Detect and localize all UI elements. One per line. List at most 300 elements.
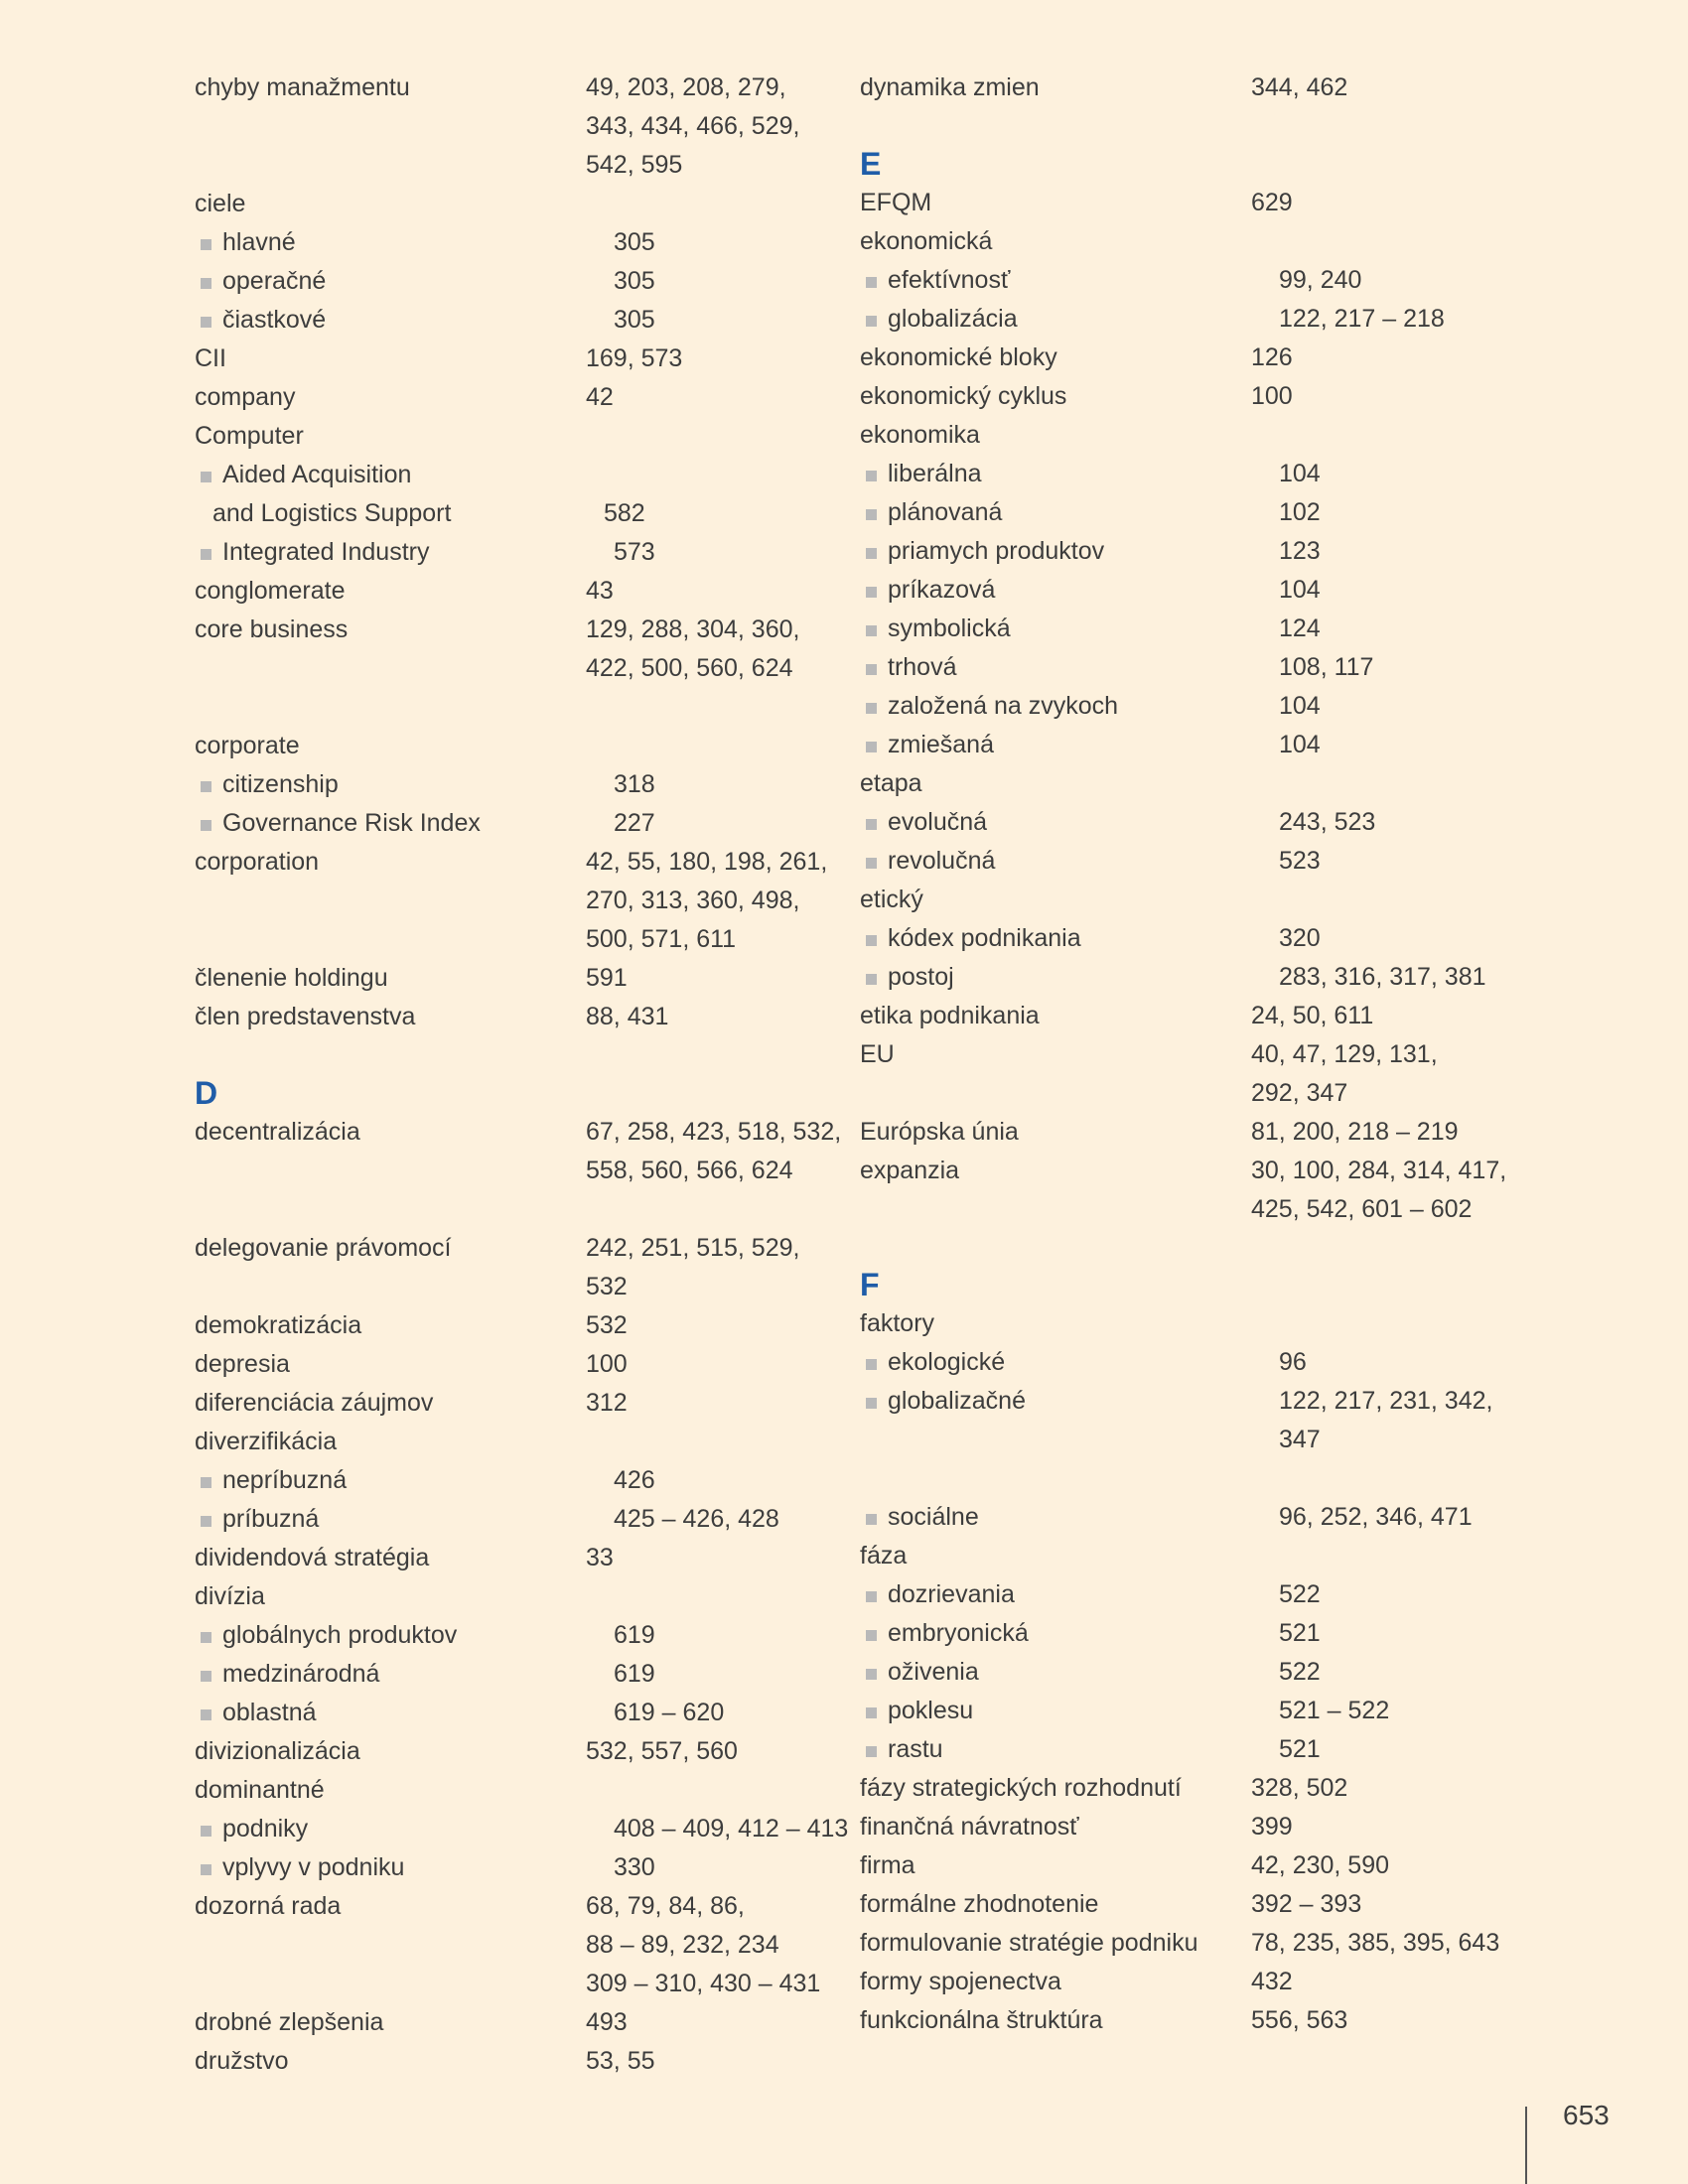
index-pages (1251, 1769, 1495, 1808)
index-pages (614, 804, 830, 843)
index-pages (586, 1577, 830, 1616)
index-term: poklesu (860, 1692, 1279, 1730)
index-entry (195, 1113, 842, 1190)
index-term: embryonická (860, 1614, 1279, 1653)
index-entry (860, 1152, 1507, 1229)
index-pages (586, 1539, 830, 1577)
index-entry (195, 727, 830, 765)
page-reference-line: 556, 563 (1251, 2006, 1348, 2034)
page-reference-line: 99, 240 (1279, 266, 1362, 294)
index-pages (586, 611, 830, 688)
index-pages (586, 727, 830, 765)
page-number: 653 (1563, 2100, 1610, 2130)
index-pages (586, 572, 830, 611)
index-subentry (195, 1655, 830, 1694)
index-pages (586, 1887, 830, 2003)
index-term: príkazová (860, 571, 1279, 610)
page-reference-line: 43 (586, 577, 614, 605)
index-subentry (860, 261, 1495, 300)
index-term: ekonomika (860, 421, 980, 449)
index-term: globalizácia (860, 300, 1279, 339)
index-column-left (195, 68, 849, 2081)
page-reference-line: 522 (1279, 1580, 1321, 1608)
index-term: depresia (195, 1350, 290, 1378)
index-entry (860, 1035, 1495, 1113)
index-term: družstvo (195, 2047, 289, 2075)
page-reference-line: 96, 252, 346, 471 (1279, 1503, 1473, 1531)
index-entry (195, 843, 830, 959)
index-pages (586, 340, 830, 378)
index-term: ekonomický cyklus (860, 382, 1067, 410)
index-pages (1279, 1653, 1495, 1692)
index-pages (1279, 1343, 1495, 1382)
index-entry (195, 2003, 830, 2042)
page-reference-line: 33 (586, 1544, 614, 1571)
index-term: príbuzná (195, 1500, 614, 1539)
index-entry (195, 1423, 830, 1461)
index-pages (1251, 1924, 1499, 1963)
index-term: kódex podnikania (860, 919, 1279, 958)
index-pages (1251, 881, 1495, 919)
page-reference-line: 493 (586, 2008, 628, 2036)
index-pages (586, 378, 830, 417)
index-term: CII (195, 344, 226, 372)
index-pages (1279, 958, 1495, 997)
index-pages (586, 2042, 830, 2081)
index-pages (586, 1229, 830, 1306)
index-pages (586, 1732, 830, 1771)
index-term: and Logistics Support (212, 499, 452, 527)
page-reference-line: 30, 100, 284, 314, 417, (1251, 1157, 1507, 1184)
index-term: divízia (195, 1582, 265, 1610)
index-pages (586, 843, 830, 959)
index-entry (195, 1306, 830, 1345)
page-reference-line: 24, 50, 611 (1251, 1002, 1374, 1029)
page-reference-line: 283, 316, 317, 381 (1279, 963, 1486, 991)
index-term: dominantné (195, 1776, 325, 1804)
page-reference-line: 67, 258, 423, 518, 532, (586, 1118, 842, 1146)
index-term: členenie holdingu (195, 964, 388, 992)
index-pages (1279, 455, 1495, 493)
page-reference-line: 521 – 522 (1279, 1697, 1390, 1724)
index-subentry (860, 958, 1495, 997)
index-entry (195, 1345, 830, 1384)
index-entry (860, 1537, 1495, 1575)
page-reference-line: 108, 117 (1279, 653, 1374, 681)
index-pages (614, 1848, 830, 1887)
index-subentry (860, 1653, 1495, 1692)
index-pages (1251, 184, 1495, 222)
page-reference-line: 542, 595 (586, 151, 683, 179)
index-subentry (195, 494, 830, 533)
index-pages (604, 494, 830, 533)
index-pages (586, 1423, 830, 1461)
index-subentry (860, 803, 1495, 842)
index-term: liberálna (860, 455, 1279, 493)
index-entry (860, 881, 1495, 919)
index-term: globalizačné (860, 1382, 1279, 1459)
index-pages (1279, 1692, 1495, 1730)
page-reference-line: 124 (1279, 614, 1321, 642)
index-subentry (195, 1616, 830, 1655)
page-reference-line: 330 (614, 1853, 655, 1881)
index-term: dynamika zmien (860, 73, 1040, 101)
index-term: člen predstavenstva (195, 1003, 416, 1030)
index-subentry (860, 1382, 1495, 1459)
page-reference-line: 88 – 89, 232, 234 (586, 1931, 779, 1959)
index-pages (586, 417, 830, 456)
index-entry (195, 378, 830, 417)
page-reference-line: 425 – 426, 428 (614, 1505, 779, 1533)
index-term: zmiešaná (860, 726, 1279, 764)
page-reference-line: 42 (586, 383, 614, 411)
page-reference-line: 523 (1279, 847, 1321, 875)
index-pages (1251, 68, 1495, 107)
index-entry (860, 1808, 1495, 1846)
page-reference-line: 42, 55, 180, 198, 261, (586, 848, 828, 876)
index-entry (195, 959, 830, 998)
index-entry (195, 572, 830, 611)
index-pages (614, 1616, 830, 1655)
page-reference-line: 399 (1251, 1813, 1293, 1841)
index-subentry (195, 1848, 830, 1887)
index-pages (614, 301, 830, 340)
index-entry (195, 68, 830, 185)
index-subentry (860, 300, 1495, 339)
index-pages (1279, 571, 1495, 610)
index-pages (1279, 1382, 1495, 1459)
index-term: formy spojenectva (860, 1968, 1061, 1995)
index-pages (1279, 493, 1495, 532)
index-entry (195, 1887, 830, 2003)
index-subentry (860, 726, 1495, 764)
index-subentry (860, 571, 1495, 610)
page-reference-line: 81, 200, 218 – 219 (1251, 1118, 1459, 1146)
page-reference-line: 344, 462 (1251, 73, 1348, 101)
index-pages (1279, 300, 1495, 339)
page-reference-line: 318 (614, 770, 655, 798)
page-reference-line: 104 (1279, 731, 1321, 758)
page-reference-line: 243, 523 (1279, 808, 1376, 836)
index-pages (1251, 416, 1495, 455)
page-reference-line: 309 – 310, 430 – 431 (586, 1970, 821, 1997)
index-subentry (195, 1694, 830, 1732)
index-entry (860, 1304, 1495, 1343)
page-reference-line: 619 (614, 1621, 655, 1649)
index-entry (860, 222, 1495, 261)
index-term: vplyvy v podniku (195, 1848, 614, 1887)
index-pages (586, 68, 830, 185)
index-pages (1279, 687, 1495, 726)
index-subentry (860, 610, 1495, 648)
index-pages (586, 185, 830, 223)
index-subentry (195, 765, 830, 804)
index-entry (860, 2001, 1495, 2040)
index-term: Computer (195, 422, 304, 450)
index-pages (1279, 842, 1495, 881)
page-reference-line: 591 (586, 964, 628, 992)
index-entry (195, 1577, 830, 1616)
index-term: operačné (195, 262, 614, 301)
index-pages (1279, 726, 1495, 764)
index-term: diverzifikácia (195, 1428, 338, 1455)
index-subentry (195, 301, 830, 340)
index-term: založená na zvykoch (860, 687, 1279, 726)
index-term: decentralizácia (195, 1118, 360, 1146)
page-reference-line: 40, 47, 129, 131, (1251, 1040, 1438, 1068)
page-reference-line: 102 (1279, 498, 1321, 526)
index-subentry (860, 1498, 1495, 1537)
index-subentry (195, 223, 830, 262)
page-reference-line: 68, 79, 84, 86, (586, 1892, 745, 1920)
index-entry (860, 1846, 1495, 1885)
index-pages (1251, 1808, 1495, 1846)
page-reference-line: 227 (614, 809, 655, 837)
index-pages (1279, 261, 1495, 300)
index-term: corporate (195, 732, 300, 759)
section-letter-e: E (860, 146, 882, 182)
page-reference-line: 320 (1279, 924, 1321, 952)
index-pages (586, 1345, 830, 1384)
index-pages (614, 533, 830, 572)
index-term: conglomerate (195, 577, 346, 605)
index-pages (1251, 1537, 1495, 1575)
page-reference-line: 169, 573 (586, 344, 683, 372)
index-pages (1251, 222, 1495, 261)
page-reference-line: 522 (1279, 1658, 1321, 1686)
index-term: Európska únia (860, 1118, 1019, 1146)
page-reference-line: 123 (1279, 537, 1321, 565)
index-pages (614, 456, 830, 494)
index-subentry (860, 1692, 1495, 1730)
index-entry (195, 340, 830, 378)
index-pages (1279, 610, 1495, 648)
index-pages (614, 1461, 830, 1500)
page-reference-line: 305 (614, 306, 655, 334)
index-pages (614, 1810, 848, 1848)
index-entry (860, 1924, 1500, 1963)
index-term: divizionalizácia (195, 1737, 360, 1765)
page-reference-line: 53, 55 (586, 2047, 655, 2075)
page-reference-line: 270, 313, 360, 498, (586, 887, 800, 914)
index-pages (586, 2003, 830, 2042)
page-reference-line: 532 (586, 1311, 628, 1339)
index-pages (614, 1500, 830, 1539)
index-term: dozrievania (860, 1575, 1279, 1614)
index-entry (860, 764, 1495, 803)
page-reference-line: 343, 434, 466, 529, (586, 112, 800, 140)
index-term: dividendová stratégia (195, 1544, 430, 1571)
page-reference-line: 100 (586, 1350, 628, 1378)
index-subentry (860, 1614, 1495, 1653)
index-term: core business (195, 615, 349, 643)
index-term: podniky (195, 1810, 614, 1848)
page-reference-line: 122, 217, 231, 342, (1279, 1387, 1493, 1415)
index-pages (586, 1384, 830, 1423)
index-term: etapa (860, 769, 922, 797)
index-term: Governance Risk Index (195, 804, 614, 843)
page-reference-line: 521 (1279, 1619, 1321, 1647)
index-pages (1251, 1846, 1495, 1885)
section-letter-d: D (195, 1075, 218, 1111)
index-subentry (860, 842, 1495, 881)
index-pages (614, 1694, 830, 1732)
index-term: expanzia (860, 1157, 960, 1184)
index-entry (860, 1769, 1495, 1808)
index-entry (860, 1113, 1495, 1152)
index-subentry (195, 804, 830, 843)
index-term: formálne zhodnotenie (860, 1890, 1099, 1918)
index-subentry (195, 456, 830, 494)
index-entry (860, 184, 1495, 222)
index-term: funkcionálna štruktúra (860, 2006, 1103, 2034)
page-reference-line: 426 (614, 1466, 655, 1494)
index-term: EU (860, 1040, 895, 1068)
index-pages (1279, 803, 1495, 842)
index-pages (1251, 377, 1495, 416)
index-term: oblastná (195, 1694, 614, 1732)
index-pages (614, 223, 830, 262)
page-reference-line: 242, 251, 515, 529, (586, 1234, 800, 1262)
index-entry (860, 416, 1495, 455)
index-pages (614, 262, 830, 301)
index-term: fázy strategických rozhodnutí (860, 1774, 1182, 1802)
index-pages (614, 1655, 830, 1694)
index-subentry (195, 262, 830, 301)
index-subentry (860, 532, 1495, 571)
index-subentry (195, 1500, 830, 1539)
index-term: globálnych produktov (195, 1616, 614, 1655)
page-reference-line: 88, 431 (586, 1003, 669, 1030)
index-entry (195, 998, 830, 1036)
page-reference-line: 96 (1279, 1348, 1307, 1376)
page-reference-line: 104 (1279, 460, 1321, 487)
index-term: ekologické (860, 1343, 1279, 1382)
index-pages (1251, 1304, 1495, 1343)
index-term: hlavné (195, 223, 614, 262)
index-pages (586, 998, 830, 1036)
index-term: symbolická (860, 610, 1279, 648)
page-reference-line: 292, 347 (1251, 1079, 1348, 1107)
index-pages (1279, 1730, 1495, 1769)
index-entry (195, 611, 830, 688)
index-entry (860, 1963, 1495, 2001)
index-entry (860, 377, 1495, 416)
index-term: EFQM (860, 189, 932, 216)
page-reference-line: 122, 217 – 218 (1279, 305, 1445, 333)
page-reference-line: 42, 230, 590 (1251, 1851, 1390, 1879)
index-subentry (860, 1575, 1495, 1614)
index-subentry (195, 533, 830, 572)
index-pages (1251, 1963, 1495, 2001)
index-term: fáza (860, 1542, 908, 1570)
page-reference-line: 100 (1251, 382, 1293, 410)
page-reference-line: 129, 288, 304, 360, (586, 615, 800, 643)
index-entry (860, 339, 1495, 377)
index-term: ciele (195, 190, 246, 217)
index-entry (195, 1384, 830, 1423)
index-entry (195, 185, 830, 223)
page-reference-line: 582 (604, 499, 645, 527)
index-subentry (860, 455, 1495, 493)
page-reference-line: 104 (1279, 576, 1321, 604)
index-term: sociálne (860, 1498, 1279, 1537)
page-reference-line: 532, 557, 560 (586, 1737, 738, 1765)
page-reference-line: 629 (1251, 189, 1293, 216)
index-term: čiastkové (195, 301, 614, 340)
index-term: etický (860, 886, 923, 913)
page-reference-line: 521 (1279, 1735, 1321, 1763)
index-subentry (860, 1730, 1495, 1769)
index-term: drobné zlepšenia (195, 2008, 384, 2036)
index-pages (1279, 1575, 1495, 1614)
index-entry (195, 1732, 830, 1771)
index-term: company (195, 383, 296, 411)
index-pages (1251, 339, 1495, 377)
page-reference-line: 408 – 409, 412 – 413 (614, 1815, 849, 1843)
index-pages (614, 765, 830, 804)
index-entry (195, 417, 830, 456)
page-reference-line: 126 (1251, 343, 1293, 371)
index-term: firma (860, 1851, 915, 1879)
index-term: formulovanie stratégie podniku (860, 1929, 1198, 1957)
index-pages (1251, 2001, 1495, 2040)
index-entry (195, 1229, 830, 1306)
page-number-rule (1525, 2107, 1527, 2184)
index-term: priamych produktov (860, 532, 1279, 571)
index-subentry (860, 919, 1495, 958)
index-term: medzinárodná (195, 1655, 614, 1694)
page-reference-line: 78, 235, 385, 395, 643 (1251, 1929, 1500, 1957)
page-reference-line: 305 (614, 228, 655, 256)
index-column-right (860, 68, 1507, 2040)
index-term: trhová (860, 648, 1279, 687)
page-reference-line: 619 – 620 (614, 1699, 725, 1726)
section-letter-f: F (860, 1267, 880, 1302)
page-reference-line: 305 (614, 267, 655, 295)
index-pages (1279, 648, 1495, 687)
index-pages (1251, 1113, 1495, 1152)
index-entry (860, 1885, 1495, 1924)
page-reference-line: 573 (614, 538, 655, 566)
index-term: demokratizácia (195, 1311, 362, 1339)
page-reference-line: 347 (1279, 1426, 1321, 1453)
index-entry (860, 68, 1495, 107)
index-term: evolučná (860, 803, 1279, 842)
index-term: revolučná (860, 842, 1279, 881)
index-term: faktory (860, 1309, 935, 1337)
page-reference-line: 425, 542, 601 – 602 (1251, 1195, 1473, 1223)
index-pages (1251, 997, 1495, 1035)
index-pages (1279, 1614, 1495, 1653)
index-term: efektívnosť (860, 261, 1279, 300)
page-reference-line: 619 (614, 1660, 655, 1688)
index-subentry (860, 1343, 1495, 1382)
index-subentry (195, 1810, 849, 1848)
index-term: ekonomická (860, 227, 993, 255)
index-pages (1251, 1035, 1495, 1113)
index-term: Integrated Industry (195, 533, 614, 572)
index-term: postoj (860, 958, 1279, 997)
index-subentry (860, 493, 1495, 532)
page-reference-line: 104 (1279, 692, 1321, 720)
index-term: etika podnikania (860, 1002, 1040, 1029)
index-entry (195, 1539, 830, 1577)
index-subentry (860, 687, 1495, 726)
index-term: delegovanie právomocí (195, 1234, 452, 1262)
index-term: ekonomické bloky (860, 343, 1057, 371)
index-pages (586, 1113, 841, 1190)
